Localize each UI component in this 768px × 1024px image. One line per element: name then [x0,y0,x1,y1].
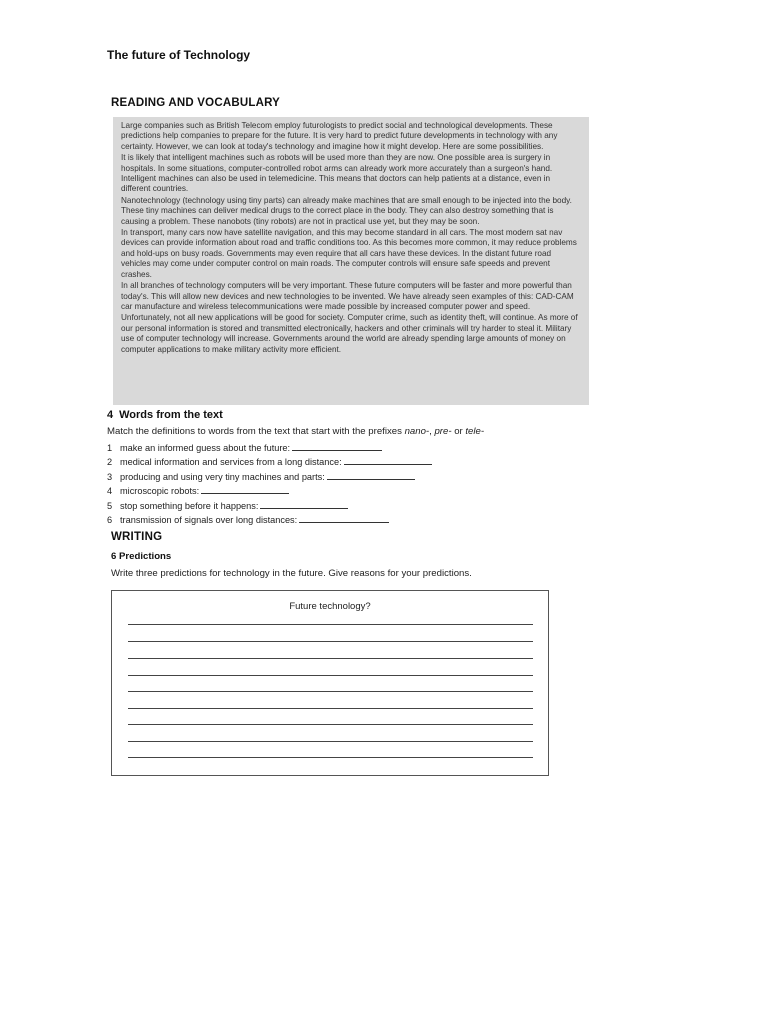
item-text: producing and using very tiny machines and parts: [120,471,325,482]
list-item [107,513,432,527]
answer-blank[interactable] [292,441,382,451]
exercise-title: Words from the text [119,409,223,421]
list-item [107,484,432,498]
writing-line[interactable] [128,724,533,725]
item-number: 1 [107,443,113,453]
answer-blank[interactable] [344,455,432,465]
writing-line[interactable] [128,708,533,709]
writing-line[interactable] [128,691,533,692]
writing-line[interactable] [128,658,533,659]
item-number: 6 [107,515,113,526]
reading-paragraph: Nanotechnology (technology using tiny parts) can already make machines that are small enough to be injected into the body. These tiny machines can deliver medical drugs to the correct place in the body. They can also destroy something that is causing a problem. These nanobots (tiny robots) are not in practical use yet, but they may be soon. [121,195,572,226]
prefix-nano: nano- [404,426,430,437]
writing-box [111,590,549,776]
prefix-separator: , [429,426,432,437]
reading-paragraph: In all branches of technology computers will be very important. These future computers will be faster and more powerful than today's. This will allow new devices and new technologies to be invented. We have already seen examples of this: CAD-CAM car manufacture and wireless telecommunications were made possible by increased computer power and speed. [121,281,574,311]
reading-heading: READING AND VOCABULARY [111,97,281,109]
exercise-4-instruction [107,426,484,437]
item-number: 3 [107,471,113,482]
exercise-4-heading [107,409,223,421]
writing-box-title: Future technology? [289,601,371,612]
list-item [107,441,432,455]
instruction-text: Match the definitions to words from the text that start with the prefixes [107,426,402,437]
item-number: 5 [107,500,113,511]
item-text: microscopic robots: [120,486,200,497]
exercise-number: 4 [107,409,114,421]
item-number: 4 [107,486,113,497]
prefix-tele: tele- [465,426,485,437]
list-item [107,470,432,484]
answer-blank[interactable] [299,513,389,523]
reading-paragraph: It is likely that intelligent machines such as robots will be used more than they are now. One possible area is surgery in hospitals. In some situations, computer-controlled robot arms can already work more accurately than a surgeon's hand. Intelligent machines can also be used in telemedicine. This means that doctors can help patients at a distance, even in different countries. [121,153,553,194]
writing-line[interactable] [128,641,533,642]
item-text: medical information and services from a long distance: [120,457,342,468]
writing-line[interactable] [128,741,533,742]
writing-line[interactable] [128,675,533,676]
item-text: transmission of signals over long distances: [120,515,298,526]
document-title: The future of Technology [107,48,251,62]
predictions-instruction: Write three predictions for technology in the future. Give reasons for your predictions. [111,568,472,579]
answer-blank[interactable] [201,484,289,494]
answer-blank[interactable] [327,470,415,480]
predictions-heading: 6 Predictions [111,551,172,562]
item-text: stop something before it happens: [120,500,259,511]
list-item [107,455,432,469]
item-text: make an informed guess about the future: [120,443,291,453]
writing-line[interactable] [128,624,533,625]
reading-paragraph: Large companies such as British Telecom employ futurologists to predict social and technological developments. These predictions help companies to prepare for the future. It is very hard to predict future developments in technology with any certainty. However, we can look at today's technology and imagine how it might develop. Here are some possibilities. [121,121,558,151]
reading-paragraph: Unfortunately, not all new applications will be good for society. Computer crime, such as identity theft, will continue. As more of our personal information is stored and transmitted electronically, hackers and other criminals will try harder to steal it. Military use of computer technology will increase. Governments around the world are already spending large amounts of money on computer applications to make military activity more efficient. [121,313,578,354]
writing-heading: WRITING [111,531,163,543]
writing-line[interactable] [128,757,533,758]
reading-paragraph: In transport, many cars now have satellite navigation, and this may become standard in all cars. The most modern sat nav devices can provide information about road and traffic conditions too. As this becomes more common, it may reduce problems and hold-ups on busy roads. Governments may even require that all cars have these devices. In the distant future road vehicles may come under computer control on main roads. The computer controls will ensure safe speeds and prevent crashes. [121,228,577,279]
list-item [107,499,432,513]
answer-blank[interactable] [260,499,348,509]
item-number: 2 [107,457,113,468]
prefix-pre: pre- [434,426,452,437]
prefix-or: or [454,426,463,437]
exercise-4-list [107,441,432,527]
reading-text-box [113,117,589,405]
